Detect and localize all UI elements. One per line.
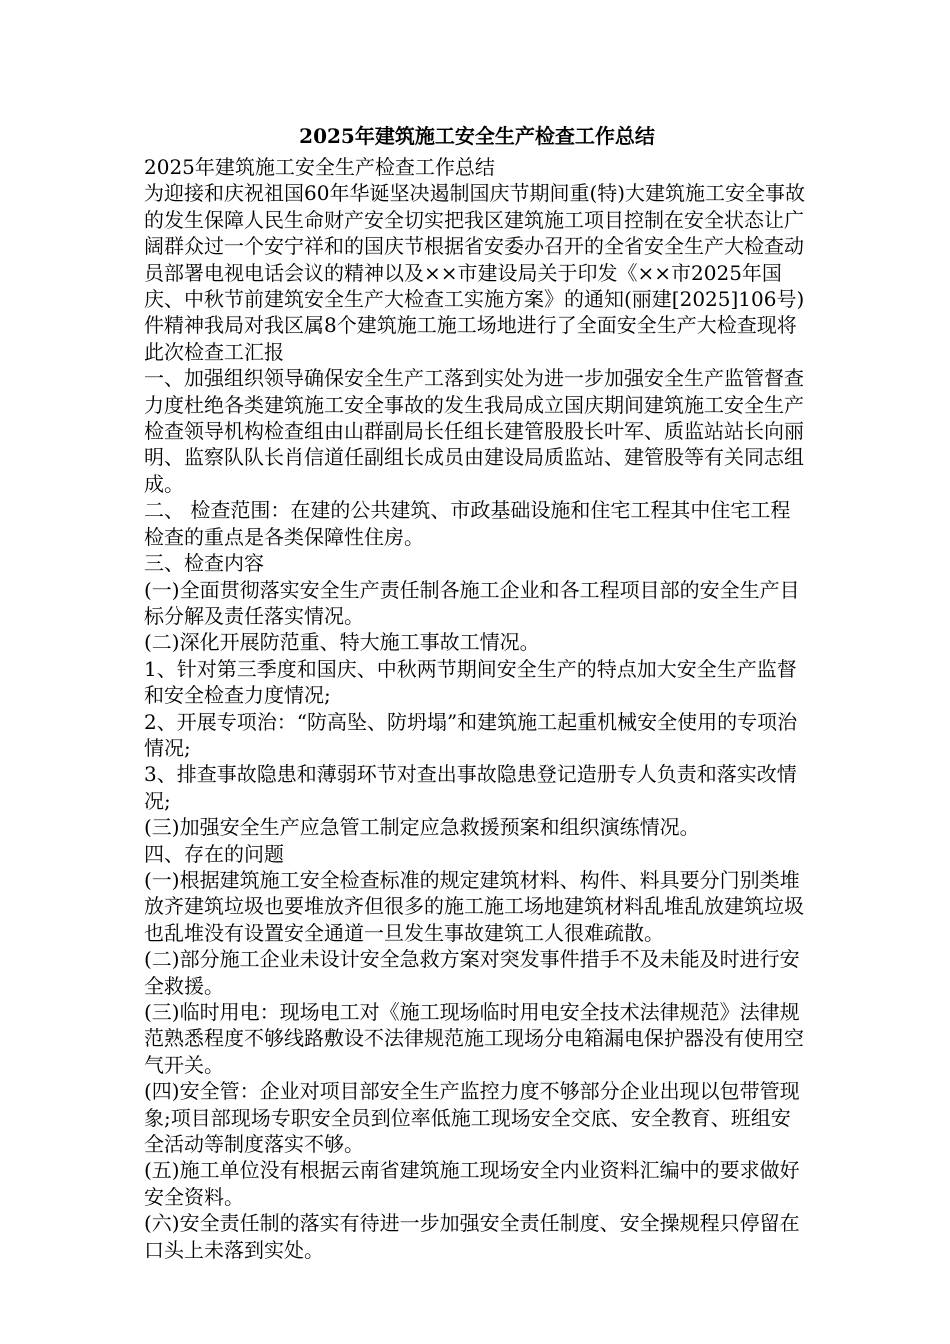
heading-section-4: 四、存在的问题 xyxy=(144,841,284,866)
paragraph-item: (三)加强安全生产应急管工制定应急救援预案和组织演练情况。 xyxy=(144,815,700,840)
paragraph-item: (三)临时用电：现场电工对《施工现场临时用电安全技术法律规范》法律规范熟悉程度不够线路敷设不法律规范施工现场分电箱漏电保护器没有使用空气开关。 xyxy=(144,1000,804,1077)
paragraph-item: 2、开展专项治：“防高坠、防坍塌”和建筑施工起重机械安全使用的专项治情况; xyxy=(144,709,798,760)
paragraph-item: (五)施工单位没有根据云南省建筑施工现场安全内业资料汇编中的要求做好安全资料。 xyxy=(144,1158,800,1209)
document-body xyxy=(144,154,810,1263)
paragraph-item: (二)部分施工企业未设计安全急救方案对突发事件措手不及未能及时进行安全救援。 xyxy=(144,947,800,998)
paragraph-section-1: 一、加强组织领导确保安全生产工落到实处为进一步加强安全生产监管督查力度杜绝各类建筑施工安全事故的发生我局成立国庆期间建筑施工安全生产检查领导机构检查组由山群副局长任组长建管股股长叶军、质监站站长向丽明、监察队队长肖信道任副组长成员由建设局质监站、建管股等有关同志组成。 xyxy=(144,366,804,496)
heading-section-3: 三、检查内容 xyxy=(144,551,264,576)
paragraph-subtitle: 2025年建筑施工安全生产检查工作总结 xyxy=(144,155,495,179)
paragraph-section-2: 二、 检查范围：在建的公共建筑、市政基础设施和住宅工程其中住宅工程检查的重点是各类保障性住房。 xyxy=(144,498,791,549)
paragraph-item: 3、排查事故隐患和薄弱环节对查出事故隐患登记造册专人负责和落实改情况; xyxy=(144,762,797,813)
paragraph-intro: 为迎接和庆祝祖国60年华诞坚决遏制国庆节期间重(特)大建筑施工安全事故的发生保障人民生命财产安全切实把我区建筑施工项目控制在安全状态让广阔群众过一个安宁祥和的国庆节根据省安委办召开的全省安全生产大检查动员部署电视电话会议的精神以及××市建设局关于印发《××市2025年国庆、中秋节前建筑安全生产大检查工实施方案》的通知(丽建[2025]106号)件精神我局对我区属8个建筑施工施工场地进行了全面安全生产大检查现将此次检查工汇报 xyxy=(144,181,806,364)
paragraph-item: (一)全面贯彻落实安全生产责任制各施工企业和各工程项目部的安全生产目标分解及责任落实情况。 xyxy=(144,577,800,628)
paragraph-item: 1、针对第三季度和国庆、中秋两节期间安全生产的特点加大安全生产监督和安全检查力度情况; xyxy=(144,656,797,708)
document-title: 2025年建筑施工安全生产检查工作总结 xyxy=(299,124,655,148)
paragraph-item: (四)安全管：企业对项目部安全生产监控力度不够部分企业出现以包带管现象;项目部现场专职安全员到位率低施工现场安全交底、安全教育、班组安全活动等制度落实不够。 xyxy=(144,1079,800,1157)
paragraph-item: (六)安全责任制的落实有待进一步加强安全责任制度、安全操规程只停留在口头上未落到实处。 xyxy=(144,1211,800,1262)
paragraph-item: (二)深化开展防范重、特大施工事故工情况。 xyxy=(144,630,540,655)
document-page xyxy=(144,118,810,1263)
paragraph-item: (一)根据建筑施工安全检查标准的规定建筑材料、构件、料具要分门别类堆放齐建筑垃圾也要堆放齐但很多的施工施工场地建筑材料乱堆乱放建筑垃圾也乱堆没有设置安全通道一旦发生事故建筑工人很难疏散。 xyxy=(144,867,804,945)
